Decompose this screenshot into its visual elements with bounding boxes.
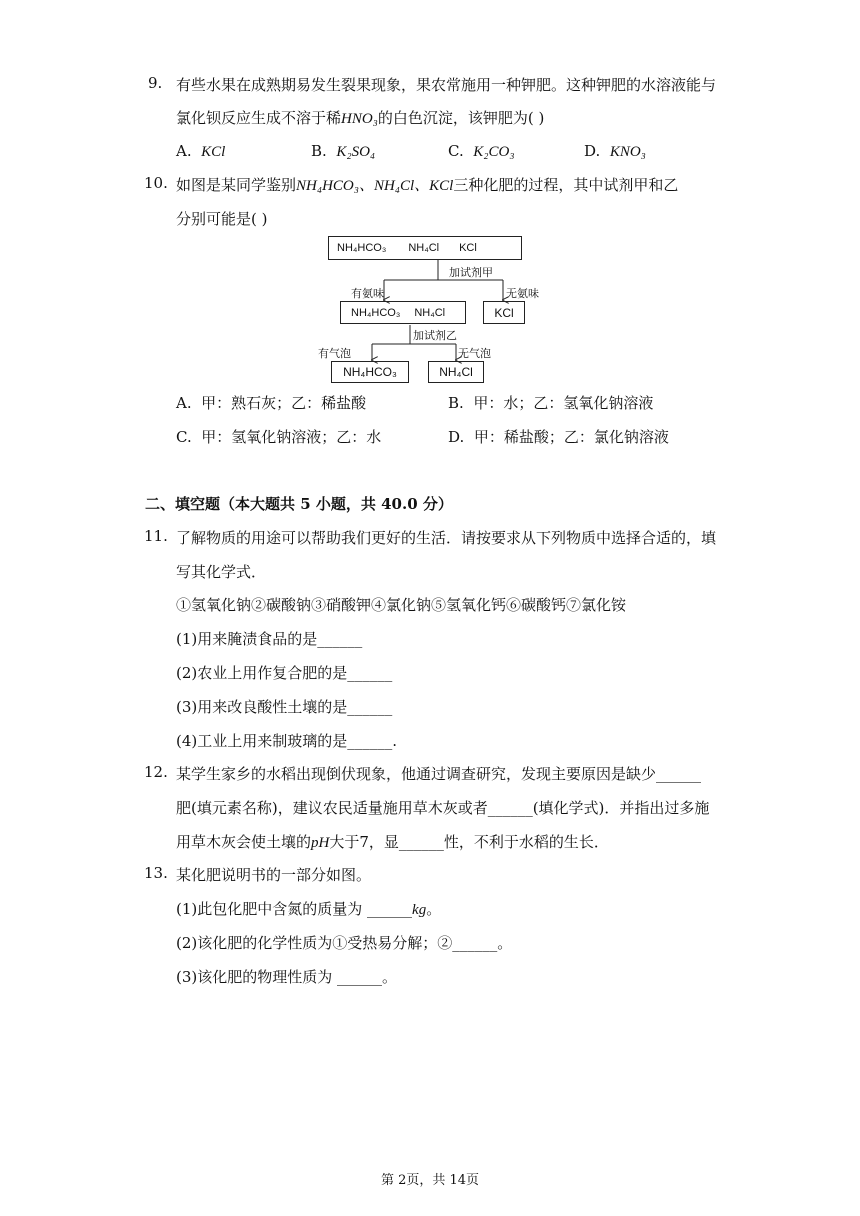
option-d[interactable]: D. KNO₃ bbox=[584, 142, 646, 160]
formula: HNO₃ bbox=[341, 111, 378, 127]
reagent-b-label: 加试剂乙 bbox=[413, 329, 457, 342]
ammonia-smell-label: 有氨味 bbox=[351, 287, 384, 300]
box-item: NH₄Cl bbox=[414, 306, 446, 319]
question-number: 11. bbox=[144, 527, 168, 545]
option-d[interactable]: D. 甲：稀盐酸；乙：氯化钠溶液 bbox=[448, 428, 669, 446]
question-number: 10. bbox=[144, 174, 168, 192]
box-item: NH₄HCO₃ bbox=[337, 242, 387, 254]
box-item: KCl bbox=[459, 242, 477, 254]
sub-question: (2)农业上用作复合肥的是______ bbox=[176, 664, 393, 682]
sub-question: (1)此包化肥中含氮的质量为 ______kg。 bbox=[176, 900, 442, 918]
page-footer: 第 2页，共 14页 bbox=[380, 1173, 480, 1188]
flow-arrows bbox=[0, 0, 860, 420]
question-text: 某学生家乡的水稻出现倒伏现象，他通过调查研究，发现主要原因是缺少______ bbox=[176, 765, 702, 783]
question-number: 9. bbox=[148, 74, 163, 92]
sub-question: (1)用来腌渍食品的是______ bbox=[176, 630, 363, 648]
box-item: NH₄HCO₃ bbox=[351, 306, 401, 319]
flow-box-middle bbox=[340, 301, 466, 324]
flow-box-result-left: NH₄HCO₃ bbox=[331, 361, 409, 383]
formula: NH₄HCO₃、NH₄Cl、KCl bbox=[296, 178, 454, 194]
sub-question: (2)该化肥的化学性质为①受热易分解；②______。 bbox=[176, 934, 513, 952]
box-item: NH₄Cl bbox=[408, 242, 440, 254]
question-text: 如图是某同学鉴别NH₄HCO₃、NH₄Cl、KCl三种化肥的过程，其中试剂甲和乙 bbox=[176, 176, 679, 194]
question-text-line2: 分别可能是( ) bbox=[176, 210, 268, 228]
unit: kg bbox=[412, 902, 427, 918]
question-text: 有些水果在成熟期易发生裂果现象，果农常施用一种钾肥。这种钾肥的水溶液能与 bbox=[176, 76, 717, 94]
flow-box-result-right: NH₄Cl bbox=[428, 361, 484, 383]
sub-question: (4)工业上用来制玻璃的是______. bbox=[176, 732, 398, 750]
question-text-line2: 氯化钡反应生成不溶于稀HNO₃的白色沉淀，该钾肥为( ) bbox=[176, 109, 545, 127]
reagent-a-label: 加试剂甲 bbox=[449, 266, 493, 279]
bubbles-label: 有气泡 bbox=[318, 347, 351, 360]
question-text-line2: 肥(填元素名称)，建议农民适量施用草木灰或者______(填化学式)．并指出过多施 bbox=[176, 799, 710, 817]
option-c[interactable]: C. 甲：氢氧化钠溶液；乙：水 bbox=[176, 428, 382, 446]
option-b[interactable]: B. K₂SO₄ bbox=[311, 142, 376, 160]
formula: pH bbox=[311, 835, 330, 851]
option-a[interactable]: A. 甲：熟石灰；乙：稀盐酸 bbox=[176, 394, 367, 412]
question-text: 了解物质的用途可以帮助我们更好的生活．请按要求从下列物质中选择合适的，填 bbox=[176, 529, 717, 547]
no-bubbles-label: 无气泡 bbox=[458, 347, 491, 360]
option-c[interactable]: C. K₂CO₃ bbox=[448, 142, 515, 160]
no-ammonia-smell-label: 无氨味 bbox=[506, 287, 539, 300]
question-number: 12. bbox=[144, 763, 168, 781]
question-text-line3: 用草木灰会使土壤的pH大于7，显______性，不利于水稻的生长． bbox=[176, 833, 609, 851]
sub-question: (3)用来改良酸性土壤的是______ bbox=[176, 698, 393, 716]
question-text-line2: 写其化学式． bbox=[176, 563, 267, 581]
option-b[interactable]: B. 甲：水；乙：氢氧化钠溶液 bbox=[448, 394, 654, 412]
flow-box-kcl: KCl bbox=[483, 301, 525, 324]
sub-question: (3)该化肥的物理性质为 ______。 bbox=[176, 968, 398, 986]
substance-list: ①氢氧化钠②碳酸钠③硝酸钾④氯化钠⑤氢氧化钙⑥碳酸钙⑦氯化铵 bbox=[176, 596, 627, 614]
option-a[interactable]: A. KCl bbox=[176, 142, 226, 160]
question-text: 某化肥说明书的一部分如图。 bbox=[176, 866, 372, 884]
section-heading: 二、填空题（本大题共 5 小题，共 40.0 分） bbox=[145, 495, 453, 513]
question-number: 13. bbox=[144, 864, 168, 882]
